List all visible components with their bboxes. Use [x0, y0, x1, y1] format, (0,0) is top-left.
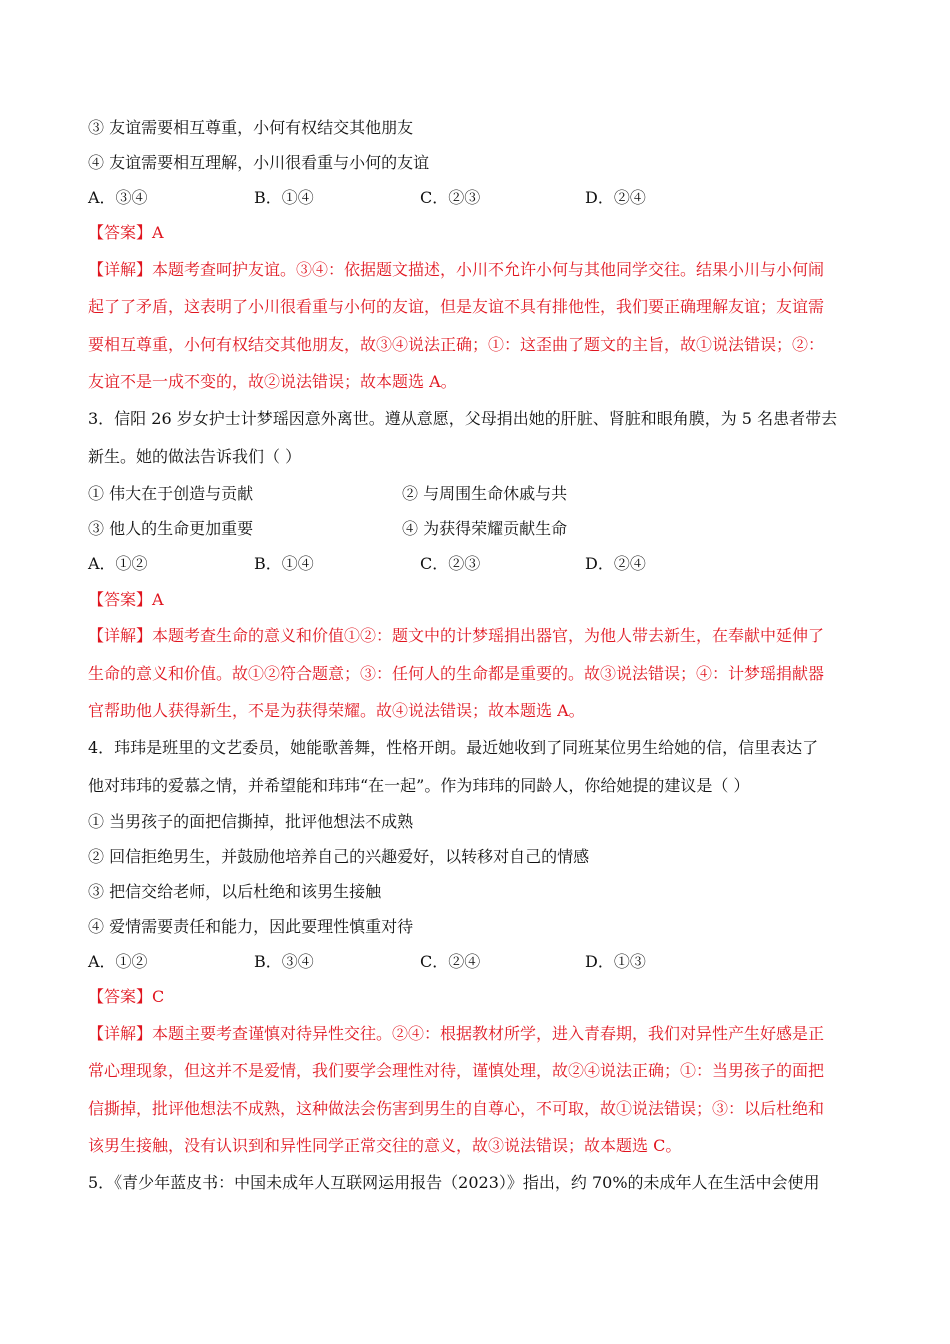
q4-detail-line: 【详解】本题主要考查谨慎对待异性交往。②④：根据教材所学，进入青春期，我们对异性产生好感是正 [88, 1024, 825, 1043]
q4-option-1: ① 当男孩子的面把信撕掉，批评他想法不成熟 [88, 812, 414, 831]
q4-detail-line: 常心理现象，但这并不是爱情，我们要学会理性对待，谨慎处理，故②④说法正确；①：当男孩子的面把 [88, 1061, 825, 1080]
q2-choice-c: C．②③ [420, 188, 481, 207]
q3-stem-line: 新生。她的做法告诉我们（ ） [88, 447, 302, 466]
q2-detail-line: 要相互尊重，小何有权结交其他朋友，故③④说法正确；①：这歪曲了题文的主旨，故①说法错误；②： [88, 335, 825, 354]
q3-choice-d: D．②④ [585, 554, 646, 573]
q2-choice-a: A．③④ [88, 188, 148, 207]
q4-stem-line: 4．玮玮是班里的文艺委员，她能歌善舞，性格开朗。最近她收到了同班某位男生给她的信，信里表达了 [88, 738, 819, 757]
q4-choice-b: B．③④ [254, 952, 314, 971]
q2-choice-b: B．①④ [254, 188, 314, 207]
q2-detail-line: 【详解】本题考查呵护友谊。③④：依据题文描述，小川不允许小何与其他同学交往。结果小川与小何闹 [88, 260, 825, 279]
q4-option-3: ③ 把信交给老师，以后杜绝和该男生接触 [88, 882, 382, 901]
q3-option-2: ② 与周围生命休戚与共 [402, 484, 568, 503]
q4-choice-d: D．①③ [585, 952, 646, 971]
q3-option-1: ① 伟大在于创造与贡献 [88, 484, 254, 503]
q4-detail-line: 信撕掉，批评他想法不成熟，这种做法会伤害到男生的自尊心，不可取，故①说法错误；③：以后杜绝和 [88, 1099, 825, 1118]
q2-answer: 【答案】A [88, 223, 164, 242]
q2-choice-d: D．②④ [585, 188, 646, 207]
q4-answer: 【答案】C [88, 987, 165, 1006]
q3-choice-a: A．①② [88, 554, 148, 573]
q4-option-2: ② 回信拒绝男生，并鼓励他培养自己的兴趣爱好，以转移对自己的情感 [88, 847, 590, 866]
q3-stem-line: 3．信阳 26 岁女护士计梦瑶因意外离世。遵从意愿，父母捐出她的肝脏、肾脏和眼角膜，为 5 名患者带去 [88, 409, 838, 428]
q4-detail-line: 该男生接触，没有认识到和异性同学正常交往的意义，故③说法错误；故本题选 C。 [88, 1136, 682, 1155]
q4-choice-c: C．②④ [420, 952, 481, 971]
q3-detail-line: 【详解】本题考查生命的意义和价值①②：题文中的计梦瑶捐出器官，为他人带去新生，在奉献中延伸了 [88, 626, 825, 645]
q3-option-4: ④ 为获得荣耀贡献生命 [402, 519, 568, 538]
q2-option-3: ③ 友谊需要相互尊重，小何有权结交其他朋友 [88, 118, 414, 137]
q3-answer: 【答案】A [88, 590, 164, 609]
q3-choice-c: C．②③ [420, 554, 481, 573]
q4-choice-a: A．①② [88, 952, 148, 971]
q3-choice-b: B．①④ [254, 554, 314, 573]
q3-detail-line: 官帮助他人获得新生，不是为获得荣耀。故④说法错误；故本题选 A。 [88, 701, 585, 720]
q3-option-3: ③ 他人的生命更加重要 [88, 519, 254, 538]
q2-detail-line: 友谊不是一成不变的，故②说法错误；故本题选 A。 [88, 372, 457, 391]
q2-option-4: ④ 友谊需要相互理解，小川很看重与小何的友谊 [88, 153, 430, 172]
q4-stem-line: 他对玮玮的爱慕之情，并希望能和玮玮“在一起”。作为玮玮的同龄人，你给她提的建议是（ ） [88, 776, 750, 795]
q3-detail-line: 生命的意义和价值。故①②符合题意；③：任何人的生命都是重要的。故③说法错误；④：计梦瑶捐献器 [88, 664, 825, 683]
q5-stem-line: 5．《青少年蓝皮书：中国未成年人互联网运用报告（2023）》指出，约 70%的未成年人在生活中会使用 [88, 1173, 820, 1192]
q4-option-4: ④ 爱情需要责任和能力，因此要理性慎重对待 [88, 917, 414, 936]
q2-detail-line: 起了了矛盾，这表明了小川很看重与小何的友谊，但是友谊不具有排他性，我们要正确理解友谊；友谊需 [88, 297, 825, 316]
